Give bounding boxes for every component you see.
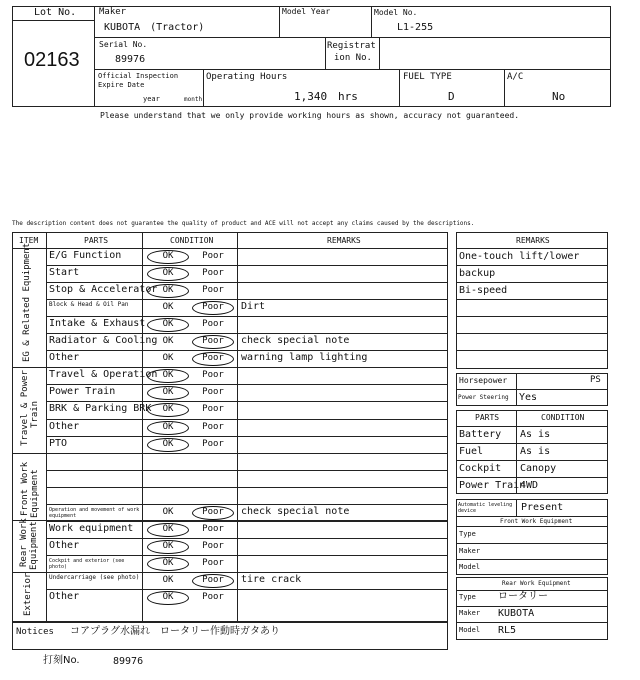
row-part-label: Work equipment xyxy=(49,523,134,534)
selected-condition-circle xyxy=(192,352,234,366)
lot-label: Lot No. xyxy=(34,7,77,18)
right-condition-header: CONDITION xyxy=(541,413,585,422)
model-year-label: Model Year xyxy=(282,7,331,16)
power-steering-value: Yes xyxy=(519,392,538,403)
selected-condition-circle xyxy=(147,403,189,417)
condition-ok[interactable]: OK xyxy=(162,302,174,312)
ac-value: No xyxy=(552,90,566,103)
row-remark: check special note xyxy=(241,335,350,346)
selected-condition-circle xyxy=(147,284,189,298)
condition-poor[interactable]: Poor xyxy=(202,353,224,363)
right-part-condition: As is xyxy=(520,429,551,440)
group-rear-label-line1: Rear Work xyxy=(19,518,29,567)
row-part-label: Other xyxy=(49,540,80,551)
condition-poor[interactable]: Poor xyxy=(202,439,224,449)
registration-label-line2: ion No. xyxy=(334,53,372,63)
right-remark-line: One-touch lift/lower xyxy=(459,251,580,262)
rear-maker-label: Maker xyxy=(459,609,481,617)
inspection-label-line2: Expire Date xyxy=(98,81,145,89)
row-part-label: BRK & Parking BRK xyxy=(49,403,152,414)
selected-condition-circle xyxy=(192,506,234,520)
condition-ok[interactable]: OK xyxy=(162,541,174,551)
model-no-value: L1-255 xyxy=(397,22,434,33)
row-remark: check special note xyxy=(241,506,350,517)
right-part-name: Cockpit xyxy=(459,463,502,474)
condition-ok[interactable]: OK xyxy=(162,336,174,346)
rear-maker-value: KUBOTA xyxy=(498,608,535,619)
condition-ok[interactable]: OK xyxy=(162,285,174,295)
right-part-name: Battery xyxy=(459,429,502,440)
row-part-label: Intake & Exhaust xyxy=(49,318,146,329)
group-rear-label-line2: Equipment xyxy=(29,521,39,570)
condition-poor[interactable]: Poor xyxy=(202,558,224,568)
front-equipment-header: Front Work Equipment xyxy=(500,518,573,525)
auto-leveling-label-line1: Automatic leveling xyxy=(458,502,513,508)
row-part-label: Power Train xyxy=(49,386,116,397)
condition-poor[interactable]: Poor xyxy=(202,422,224,432)
row-part-label: Undercarriage (see photo) xyxy=(49,574,140,581)
condition-ok[interactable]: OK xyxy=(162,404,174,414)
condition-poor[interactable]: Poor xyxy=(202,302,224,312)
right-remark-line: backup xyxy=(459,268,496,279)
fuel-type-value: D xyxy=(448,90,455,103)
selected-condition-circle xyxy=(147,369,189,383)
row-part-label: Radiator & Cooling xyxy=(49,335,158,346)
ac-label: A/C xyxy=(507,72,524,82)
condition-poor[interactable]: Poor xyxy=(202,319,224,329)
right-remarks-header: REMARKS xyxy=(516,236,550,245)
row-part-label: Cockpit and exterior (see photo) xyxy=(49,558,125,570)
group-travel-label-line1: Travel & Power xyxy=(20,370,30,446)
year-label: year xyxy=(143,95,160,103)
row-part-label: Block & Head & Oil Pan xyxy=(49,301,129,308)
condition-ok[interactable]: OK xyxy=(162,592,174,602)
row-part-label: PTO xyxy=(49,438,68,449)
condition-poor[interactable]: Poor xyxy=(202,285,224,295)
selected-condition-circle xyxy=(147,438,189,452)
front-type-label: Type xyxy=(459,530,476,538)
stamp-label: 打刻No. xyxy=(43,655,80,666)
maker-value: KUBOTA (Tractor) xyxy=(104,22,205,33)
condition-poor[interactable]: Poor xyxy=(202,370,224,380)
condition-ok[interactable]: OK xyxy=(162,575,174,585)
maker-label: Maker xyxy=(99,7,127,17)
group-eg-label: EG & Related Equipment xyxy=(22,242,32,362)
rear-model-value: RL5 xyxy=(498,625,517,636)
operating-hours-value: 1,340 xyxy=(294,90,328,103)
horsepower-unit: PS xyxy=(590,375,601,385)
row-part-label: E/G Function xyxy=(49,250,122,261)
selected-condition-circle xyxy=(147,523,189,537)
hours-disclaimer: Please understand that we only provide working hours as shown, accuracy not guaranteed. xyxy=(100,111,520,120)
row-part-label: Operation and movement of work equipment xyxy=(49,507,140,519)
selected-condition-circle xyxy=(192,574,234,588)
condition-ok[interactable]: OK xyxy=(162,558,174,568)
rear-model-label: Model xyxy=(459,626,481,634)
lot-number: 02163 xyxy=(24,49,80,71)
condition-ok[interactable]: OK xyxy=(162,370,174,380)
rear-equipment-header: Rear Work Equipment xyxy=(502,580,571,587)
condition-poor[interactable]: Poor xyxy=(202,524,224,534)
auto-leveling-value: Present xyxy=(521,502,564,513)
right-part-name: Fuel xyxy=(459,446,484,457)
condition-poor[interactable]: Poor xyxy=(202,592,224,602)
right-part-condition: 4WD xyxy=(520,480,539,491)
row-part-label: Stop & Accelerator xyxy=(49,284,158,295)
front-model-label: Model xyxy=(459,563,481,571)
selected-condition-circle xyxy=(192,301,234,315)
row-remark: warning lamp lighting xyxy=(241,352,368,363)
serial-value: 89976 xyxy=(115,54,146,65)
selected-condition-circle xyxy=(147,318,189,332)
right-parts-header: PARTS xyxy=(475,413,500,422)
fuel-type-label: FUEL TYPE xyxy=(403,72,452,82)
selected-condition-circle xyxy=(147,386,189,400)
row-part-label: Start xyxy=(49,267,80,278)
item-header: ITEM xyxy=(19,236,39,245)
condition-poor[interactable]: Poor xyxy=(202,251,224,261)
remarks-header: REMARKS xyxy=(327,236,361,245)
front-maker-label: Maker xyxy=(459,547,481,555)
notices-label: Notices xyxy=(16,627,54,637)
condition-poor[interactable]: Poor xyxy=(202,387,224,397)
horsepower-label: Horsepower xyxy=(459,376,508,385)
right-part-condition: As is xyxy=(520,446,551,457)
operating-hours-unit: hrs xyxy=(338,90,358,103)
row-part-label: Other xyxy=(49,591,80,602)
rear-type-value: ロータリー xyxy=(498,591,548,602)
condition-ok[interactable]: OK xyxy=(162,507,174,517)
condition-ok[interactable]: OK xyxy=(162,524,174,534)
right-part-condition: Canopy xyxy=(520,463,557,474)
selected-condition-circle xyxy=(147,591,189,605)
description-disclaimer: The description content does not guarantee the quality of product and ACE will not accept any claims caused by the descriptions. xyxy=(12,220,475,227)
month-label: month xyxy=(184,96,203,103)
condition-header: CONDITION xyxy=(170,236,214,245)
condition-ok[interactable]: OK xyxy=(162,319,174,329)
right-remark-line: Bi-speed xyxy=(459,285,508,296)
selected-condition-circle xyxy=(147,267,189,281)
group-front-label-line1: Front Work xyxy=(20,461,30,516)
condition-ok[interactable]: OK xyxy=(162,251,174,261)
rear-type-label: Type xyxy=(459,593,476,601)
row-part-label: Other xyxy=(49,352,80,363)
model-no-label: Model No. xyxy=(374,8,418,17)
power-steering-label: Power Steering xyxy=(458,394,509,401)
notices-text: コアプラグ水漏れ ロータリー作動時ガタあり xyxy=(70,626,280,637)
condition-ok[interactable]: OK xyxy=(162,387,174,397)
row-remark: tire crack xyxy=(241,574,302,585)
condition-poor[interactable]: Poor xyxy=(202,404,224,414)
condition-ok[interactable]: OK xyxy=(162,353,174,363)
stamp-value: 89976 xyxy=(113,656,144,667)
condition-ok[interactable]: OK xyxy=(162,422,174,432)
condition-poor[interactable]: Poor xyxy=(202,575,224,585)
condition-ok[interactable]: OK xyxy=(162,268,174,278)
serial-label: Serial No. xyxy=(99,40,148,49)
group-exterior-label: Exterior xyxy=(23,572,33,616)
selected-condition-circle xyxy=(147,250,189,264)
operating-hours-label: Operating Hours xyxy=(206,72,288,82)
row-part-label: Other xyxy=(49,421,80,432)
condition-poor[interactable]: Poor xyxy=(202,336,224,346)
selected-condition-circle xyxy=(147,540,189,554)
group-travel-label-line2: Train xyxy=(30,400,40,428)
row-part-label: Travel & Operation xyxy=(49,369,158,380)
selected-condition-circle xyxy=(147,421,189,435)
condition-poor[interactable]: Poor xyxy=(202,541,224,551)
condition-poor[interactable]: Poor xyxy=(202,268,224,278)
selected-condition-circle xyxy=(147,557,189,571)
group-front-label-line2: Equipment xyxy=(30,469,40,518)
auto-leveling-label-line2: device xyxy=(458,508,477,514)
condition-ok[interactable]: OK xyxy=(162,439,174,449)
condition-poor[interactable]: Poor xyxy=(202,507,224,517)
inspection-label-line1: Official Inspection xyxy=(98,72,179,80)
selected-condition-circle xyxy=(192,335,234,349)
row-remark: Dirt xyxy=(241,301,266,312)
parts-header: PARTS xyxy=(84,236,109,245)
registration-label-line1: Registrat xyxy=(327,41,376,51)
right-part-name: Power Train xyxy=(459,480,526,491)
